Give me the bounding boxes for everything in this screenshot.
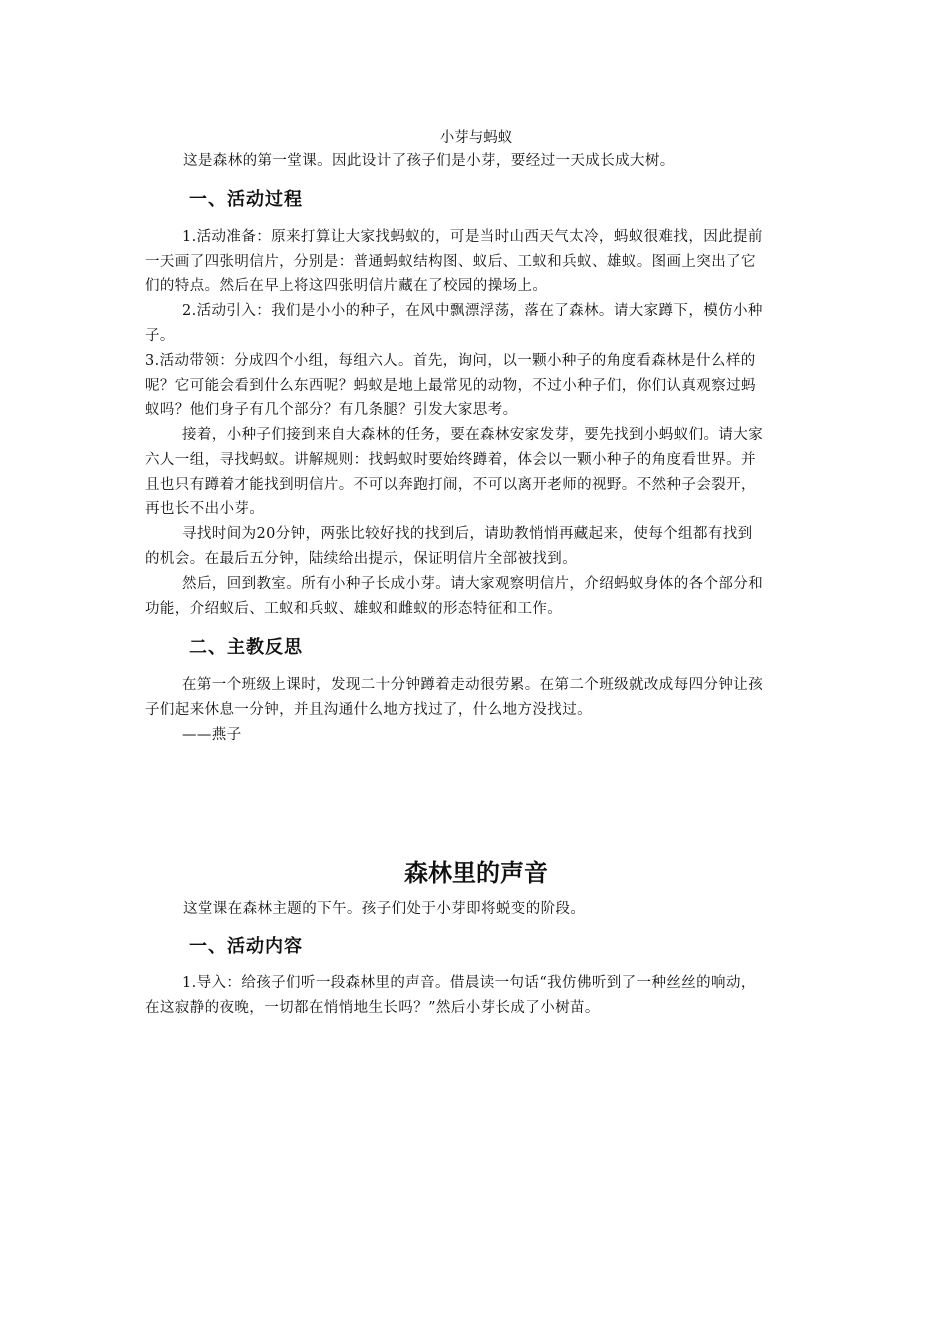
section1-intro: 这是森林的第一堂课。因此设计了孩子们是小芽，要经过一天成长成大树。 bbox=[183, 153, 675, 169]
section2-title: 森林里的声音 bbox=[404, 859, 548, 887]
paragraph-line: 2.活动引入：我们是小小的种子，在风中飘漂浮荡，落在了森林。请大家蹲下，模仿小种 bbox=[182, 303, 763, 319]
paragraph-line: 六人一组，寻找蚂蚁。讲解规则：找蚂蚁时要始终蹲着，体会以一颗小种子的角度看世界。并 bbox=[145, 452, 756, 468]
signature: ——燕子 bbox=[182, 727, 242, 743]
paragraph-line: 寻找时间为20分钟，两张比较好找的找到后，请助教悄悄再藏起来，使每个组都有找到 bbox=[182, 526, 753, 542]
section2-heading-content: 一、活动内容 bbox=[189, 936, 303, 957]
paragraph-line: 功能，介绍蚁后、工蚁和兵蚁、雄蚁和雌蚁的形态特征和工作。 bbox=[145, 601, 563, 617]
paragraph-line: 子。 bbox=[145, 328, 175, 344]
paragraph-line: 的机会。在最后五分钟，陆续给出提示，保证明信片全部被找到。 bbox=[145, 551, 578, 567]
section2-intro: 这堂课在森林主题的下午。孩子们处于小芽即将蜕变的阶段。 bbox=[183, 901, 586, 917]
paragraph-line: 们的特点。然后在早上将这四张明信片藏在了校园的操场上。 bbox=[145, 278, 548, 294]
paragraph-line: 一天画了四张明信片，分别是：普通蚂蚁结构图、蚁后、工蚁和兵蚁、雄蚁。图画上突出了它 bbox=[145, 254, 756, 270]
paragraph-line: 在这寂静的夜晚，一切都在悄悄地生长吗？”然后小芽长成了小树苗。 bbox=[145, 1000, 600, 1016]
paragraph-line: 且也只有蹲着才能找到明信片。不可以奔跑打闹，不可以离开老师的视野。不然种子会裂开， bbox=[145, 477, 756, 493]
reflection-line: 在第一个班级上课时，发现二十分钟蹲着走动很劳累。在第二个班级就改成每四分钟让孩 bbox=[182, 677, 764, 693]
section1-heading-reflection: 二、主教反思 bbox=[189, 637, 303, 658]
paragraph-line: 再也长不出小芽。 bbox=[145, 501, 265, 517]
paragraph-line: 然后，回到教室。所有小种子长成小芽。请大家观察明信片，介绍蚂蚁身体的各个部分和 bbox=[182, 576, 764, 592]
paragraph-line: 呢？它可能会看到什么东西呢？蚂蚁是地上最常见的动物，不过小种子们，你们认真观察过蚂 bbox=[145, 378, 756, 394]
reflection-line: 子们起来休息一分钟，并且沟通什么地方找过了，什么地方没找过。 bbox=[145, 702, 592, 718]
paragraph-line: 1.导入：给孩子们听一段森林里的声音。借晨读一句话“我仿佛听到了一种丝丝的响动， bbox=[182, 975, 756, 991]
paragraph-line: 3.活动带领：分成四个小组，每组六人。首先，询问，以一颗小种子的角度看森林是什么样的 bbox=[145, 353, 756, 369]
section1-heading-process: 一、活动过程 bbox=[189, 189, 303, 210]
section1-title: 小芽与蚂蚁 bbox=[439, 130, 513, 146]
paragraph-line: 蚁吗？他们身子有几个部分？有几条腿？引发大家思考。 bbox=[145, 402, 518, 418]
paragraph-line: 接着，小种子们接到来自大森林的任务，要在森林安家发芽，要先找到小蚂蚁们。请大家 bbox=[182, 427, 764, 443]
paragraph-line: 1.活动准备：原来打算让大家找蚂蚁的，可是当时山西天气太冷，蚂蚁很难找，因此提前 bbox=[182, 229, 763, 245]
